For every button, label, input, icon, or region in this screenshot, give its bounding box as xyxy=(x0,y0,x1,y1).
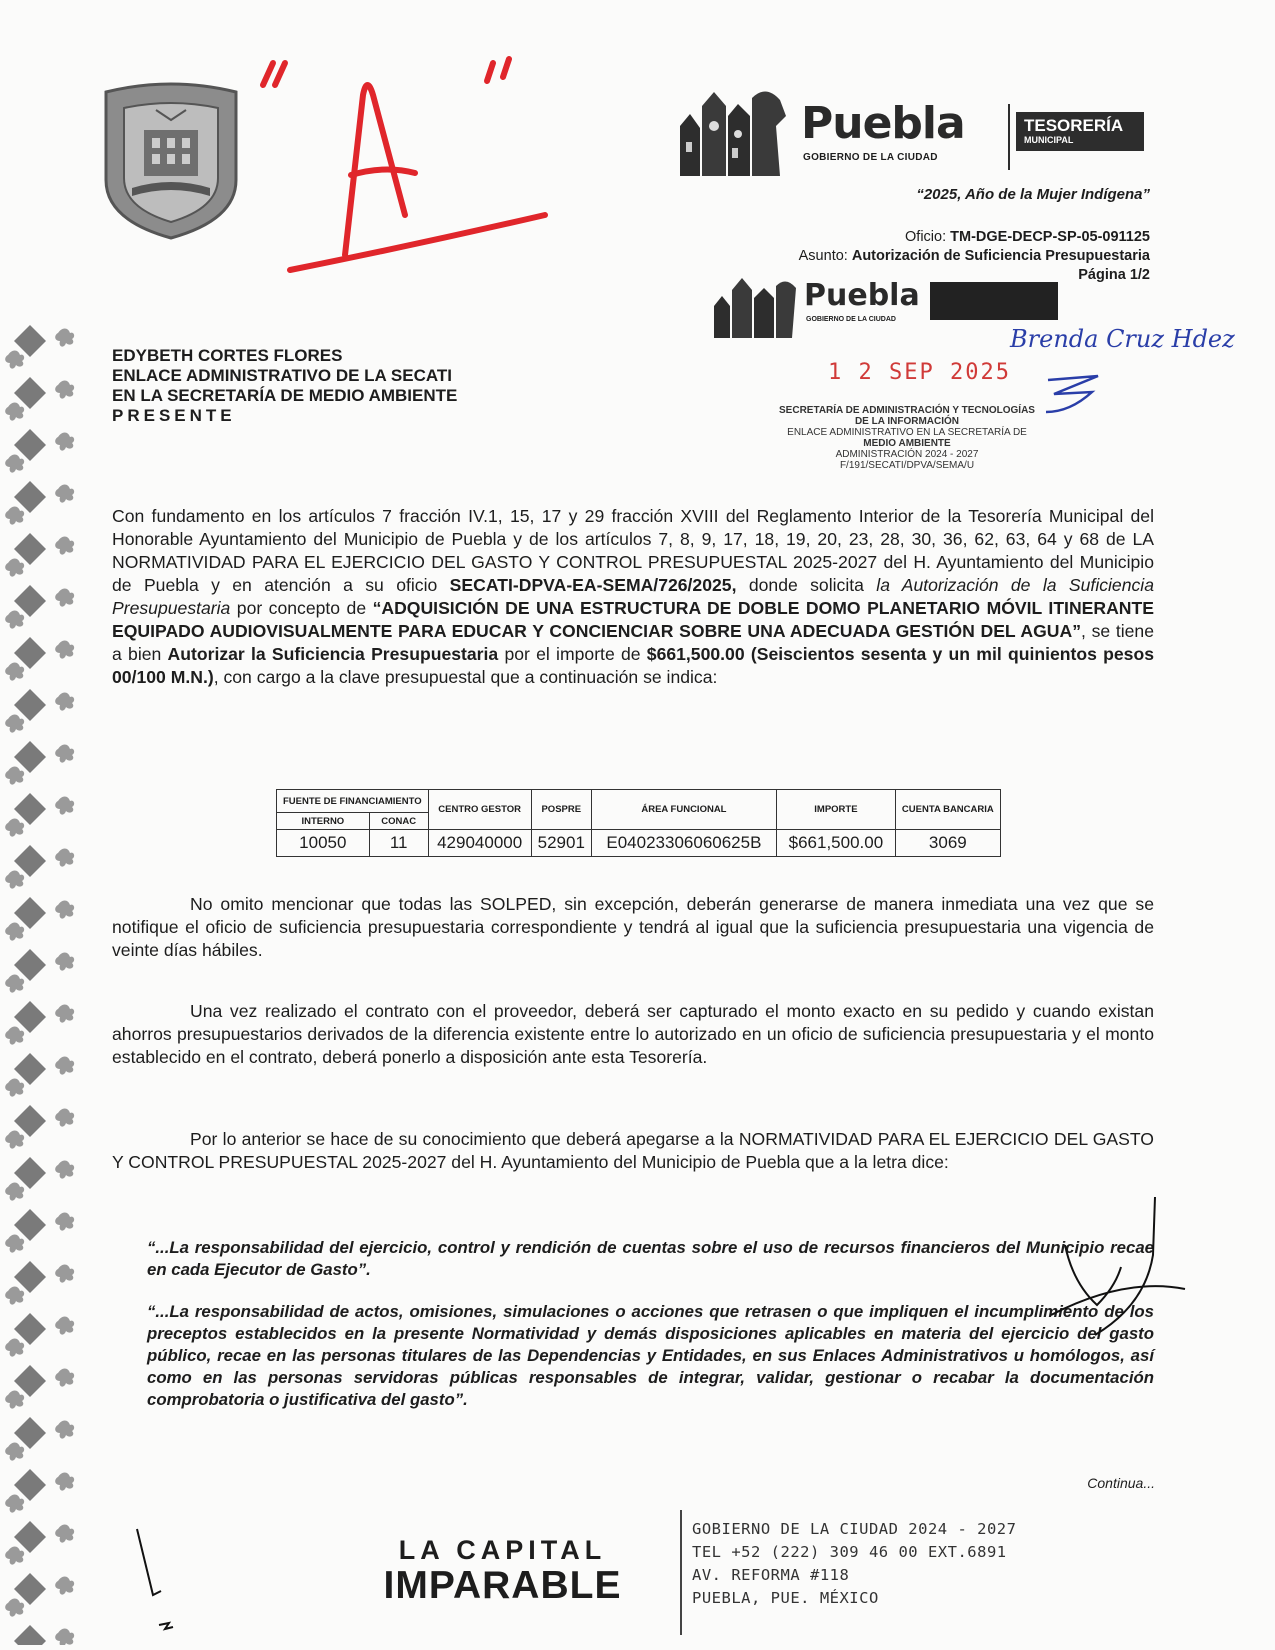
header-interno: INTERNO xyxy=(277,813,370,830)
addressee-block xyxy=(112,346,457,426)
salutation: PRESENTE xyxy=(112,406,236,425)
stamp-gob-sub: GOBIERNO DE LA CIUDAD xyxy=(806,316,896,323)
paragraph-normativity: Por lo anterior se hace de su conocimiento que deberá apegarse a la NORMATIVIDAD PARA EL EJERCICIO DEL GASTO Y CONTROL PRESUPUESTAL 2025-2027 del H. Ayuntamiento del Municipio de Puebla que a la letra dice: xyxy=(112,1129,1154,1172)
asunto-value: Autorización de Suficiencia Presupuestaria xyxy=(851,248,1150,264)
continued-note: Continua... xyxy=(1087,1475,1155,1491)
footer-line: AV. REFORMA #118 xyxy=(692,1566,850,1584)
decorative-border xyxy=(0,325,80,1645)
concept-text: “ADQUISICIÓN DE UNA ESTRUCTURA DE DOBLE DOMO PLANETARIO MÓVIL ITINERANTE EQUIPADO AUDIOVISUALMENTE PARA EDUCAR Y CONCIENCIAR SOBRE UNA ADECUADA GESTIÓN DEL AGUA” xyxy=(112,598,1154,641)
tesoreria-sub: MUNICIPAL xyxy=(1024,135,1074,145)
paragraph-solped: No omito mencionar que todas las SOLPED, sin excepción, deberán generarse de manera inmediata una vez que se notifique el oficio de suficiencia presupuestaria correspondiente y tendrá al igual que la suficiencia presupuestaria una vigencia de veinte días hábiles. xyxy=(112,894,1154,960)
cell-centro: 429040000 xyxy=(428,830,531,857)
reference-number: SECATI-DPVA-EA-SEMA/726/2025, xyxy=(449,575,737,595)
stamp-puebla-word: Puebla xyxy=(804,278,920,313)
cell-importe: $661,500.00 xyxy=(776,830,895,857)
puebla-tesoreria-logo xyxy=(676,86,1141,178)
text-run: , con cargo a la clave presupuestal que a continuación se indica: xyxy=(213,667,718,687)
stamp-line: ENLACE ADMINISTRATIVO EN LA SECRETARÍA DE xyxy=(787,427,1027,438)
puebla-wordmark: Puebla xyxy=(801,98,965,149)
footer-divider xyxy=(680,1510,682,1635)
text-run: por el importe de xyxy=(498,644,647,664)
asunto-label: Asunto: xyxy=(798,248,848,264)
margin-signature xyxy=(1045,1195,1195,1345)
cell-pospre: 52901 xyxy=(531,830,591,857)
oficio-label: Oficio: xyxy=(905,229,947,245)
stamp-line: F/191/SECATI/DPVA/SEMA/U xyxy=(839,460,975,471)
footer-line: PUEBLA, PUE. MÉXICO xyxy=(692,1589,879,1607)
paragraph-authorization xyxy=(112,505,1154,689)
slogan-line: IMPARABLE xyxy=(383,1564,622,1607)
tesoreria-badge xyxy=(1016,112,1144,151)
stamp-line: DE LA INFORMACIÓN xyxy=(854,416,960,427)
slogan-line: LA CAPITAL xyxy=(398,1535,607,1565)
quote-responsibility: “...La responsabilidad del ejercicio, control y rendición de cuentas sobre el uso de recursos financieros del Municipio recae en cada Ejecutor de Gasto”. xyxy=(147,1238,1154,1279)
header-area-funcional: ÁREA FUNCIONAL xyxy=(591,790,776,830)
text-run: por concepto de xyxy=(230,598,373,618)
footer-line: GOBIERNO DE LA CIUDAD 2024 - 2027 xyxy=(692,1520,1017,1538)
header-fuente: FUENTE DE FINANCIAMIENTO xyxy=(277,790,429,813)
authorization-text: Autorizar la Suficiencia Presupuestaria xyxy=(167,644,499,664)
paragraph-contract: Una vez realizado el contrato con el proveedor, deberá ser capturado el monto exacto en su pedido y cuando existan ahorros presupuestarios derivados de la diferencia existente entre lo autorizado en un oficio de suficiencia presupuestaria y el monto establecido en el contrato, deberá ponerlo a disposición ante esta Tesorería. xyxy=(112,1001,1154,1067)
cell-conac: 11 xyxy=(369,830,428,857)
addressee-role: EN LA SECRETARÍA DE MEDIO AMBIENTE xyxy=(112,386,458,405)
header-cuenta: CUENTA BANCARIA xyxy=(895,790,1000,830)
tesoreria-title: TESORERÍA xyxy=(1024,116,1124,135)
la-capital-imparable-logo xyxy=(355,1535,650,1620)
footer-contact xyxy=(692,1518,1016,1610)
stamp-line: ADMINISTRACIÓN 2024 - 2027 xyxy=(835,449,979,460)
quote-accountability: “...La responsabilidad de actos, omisiones, simulaciones o acciones que retrasen o que impliquen el incumplimiento de los preceptos establecidos en la presente Normatividad y demás disposiciones aplicables en materia del ejercicio del gasto público, recae en las personas titulares de las Dependencias y Entidades, en sus Enlaces Administrativos u homólogos, así como en las personas servidoras públicas responsables de integrar, validar, gestionar o recabar la documentación comprobatoria o justificativa del gasto”. xyxy=(147,1302,1154,1409)
cell-cuenta: 3069 xyxy=(895,830,1000,857)
page-number: Página 1/2 xyxy=(1078,267,1150,283)
reception-stamp-text xyxy=(742,405,1072,471)
text-run: Con fundamento en los artículos 7 fracción IV.1, 15, 17 y 29 fracción XVIII del Reglamento Interior de la Tesorería Municipal del Honorable Ayuntamiento del Municipio de Puebla y de los artículos 7, 8, 9, 17, 18, 19, 20, 23, 28, 30, 36, 62, 63, 64 y 68 de LA NORMATIVIDAD PARA EL EJERCICIO DEL GASTO Y CONTROL PRESUPUESTAL 2025-2027 del H. Ayuntamiento del Municipio de Puebla y en atención a su oficio xyxy=(112,506,1154,595)
footer-line: TEL +52 (222) 309 46 00 EXT.6891 xyxy=(692,1543,1007,1561)
gobierno-subtitle: GOBIERNO DE LA CIUDAD xyxy=(803,152,938,163)
municipal-seal xyxy=(96,80,246,242)
table-row xyxy=(277,830,1001,857)
received-by-signature: Brenda Cruz Hdez xyxy=(1010,325,1235,353)
red-marker-annotation xyxy=(255,55,585,295)
cell-interno: 10050 xyxy=(277,830,370,857)
amount-text: $661,500.00 (Seiscientos sesenta y un mil quinientos pesos 00/100 M.N.) xyxy=(112,644,1154,687)
header-conac: CONAC xyxy=(369,813,428,830)
text-run: donde solicita xyxy=(736,575,877,595)
text-run: la Autorización de la Suficiencia Presupuestaria xyxy=(112,575,1154,618)
addressee-role: ENLACE ADMINISTRATIVO DE LA SECATI xyxy=(112,366,452,385)
oficio-number: TM-DGE-DECP-SP-05-091125 xyxy=(950,229,1150,245)
stamp-line: MEDIO AMBIENTE xyxy=(863,438,951,449)
addressee-name: EDYBETH CORTES FLORES xyxy=(112,346,343,365)
stamp-line: SECRETARÍA DE ADMINISTRACIÓN Y TECNOLOGÍAS xyxy=(779,405,1035,416)
year-motto: “2025, Año de la Mujer Indígena” xyxy=(916,186,1150,203)
header-importe: IMPORTE xyxy=(776,790,895,830)
ink-mark xyxy=(125,1525,195,1635)
budget-key-table xyxy=(276,789,1001,857)
header-pospre: POSPRE xyxy=(531,790,591,830)
text-run: , se tiene a bien xyxy=(112,621,1154,664)
cell-area: E04023306060625B xyxy=(591,830,776,857)
header-centro-gestor: CENTRO GESTOR xyxy=(428,790,531,830)
received-date-stamp: 1 2 SEP 2025 xyxy=(828,360,1011,385)
